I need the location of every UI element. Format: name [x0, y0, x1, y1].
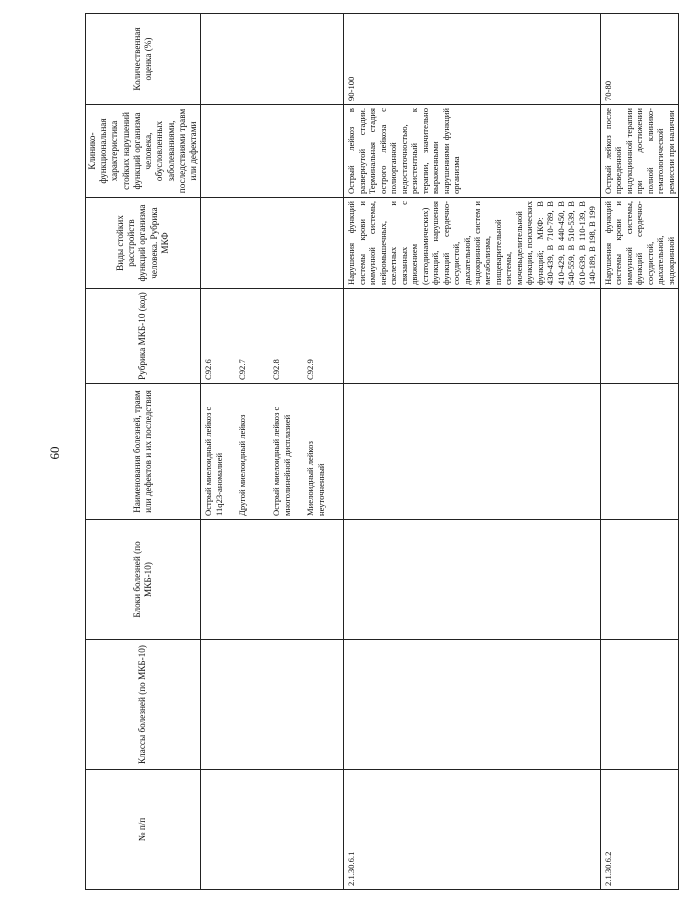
mkf-description: Нарушения функций системы крови и иммунной системы, функций сердечно-сосудистой, дыхательной, эндокринной	[600, 198, 678, 289]
code-list-cell	[201, 289, 344, 384]
disease-code: С92.6	[203, 359, 214, 380]
header-characteristic: Клинико-функциональная характеристика стойких нарушений функций организма человека, обусловленных заболеваниями, последствиями травм или дефектами	[86, 105, 201, 198]
header-code: Рубрика МКБ-10 (код)	[86, 289, 201, 384]
header-num: № п/п	[86, 770, 201, 890]
disease-name: Миелоидный лейкоз неуточненный	[305, 441, 326, 516]
disease-code: С92.9	[305, 359, 316, 380]
rating-value: 90-100	[344, 14, 601, 105]
mkf-description: Нарушения функций системы крови и иммунной системы, нейромышечных, скелетных и связанных с движением (статодинамических) функций, нарушения функций сердечно-сосудистой, дыхательной, эндокринной систем и метаболизма, пищеварительной системы, мочевыделительной функции, психических функций; МКФ: В 430-439, В 710-789, В 410-429, В 440-450, В 540-559, В 510-539, В 610-639, В 110-139, В 140-189, В 198, В 199	[344, 198, 601, 289]
disease-code: С92.8	[271, 359, 282, 380]
clinical-characteristic: Острый лейкоз в развернутой стадии. Терминальная стадия острого лейкоза с полиорганной недостаточностью, резистентный к терапии, значительно выраженными нарушениями функций организма	[344, 105, 601, 198]
rotated-table-wrapper	[85, 14, 676, 890]
disease-list-cell	[201, 384, 344, 520]
disease-code: С92.7	[237, 359, 248, 380]
header-classes: Классы болезней (по МКБ-10)	[86, 640, 201, 770]
page-number: 60	[47, 446, 62, 460]
row-number: 2.1.30.6.1	[344, 770, 601, 890]
rating-value: 70-80	[600, 14, 678, 105]
header-diseases: Наименования болезней, травм или дефектов и их последствия	[86, 384, 201, 520]
disease-name: Острый миелоидный лейкоз с 11q23-аномалией	[203, 406, 224, 516]
disability-criteria-table	[85, 13, 679, 890]
header-rating: Количественная оценка (%)	[86, 14, 201, 105]
disease-name: Острый миелоидный лейкоз с многолинейной дисплазией	[271, 406, 292, 516]
table-row	[600, 14, 678, 890]
header-mkf: Виды стойких расстройств функций организма человека. Рубрика МКФ	[86, 198, 201, 289]
table-row	[201, 14, 344, 890]
table-header-row	[86, 14, 201, 890]
row-number: 2.1.30.6.2	[600, 770, 678, 890]
disease-name: Другой миелоидный лейкоз	[237, 414, 248, 516]
clinical-characteristic: Острый лейкоз после проведенной индукционной терапии при достижении полной клинико-гематологической ремиссии при наличии	[600, 105, 678, 198]
table-row	[344, 14, 601, 890]
header-blocks: Блоки болезней (по МКБ-10)	[86, 520, 201, 640]
